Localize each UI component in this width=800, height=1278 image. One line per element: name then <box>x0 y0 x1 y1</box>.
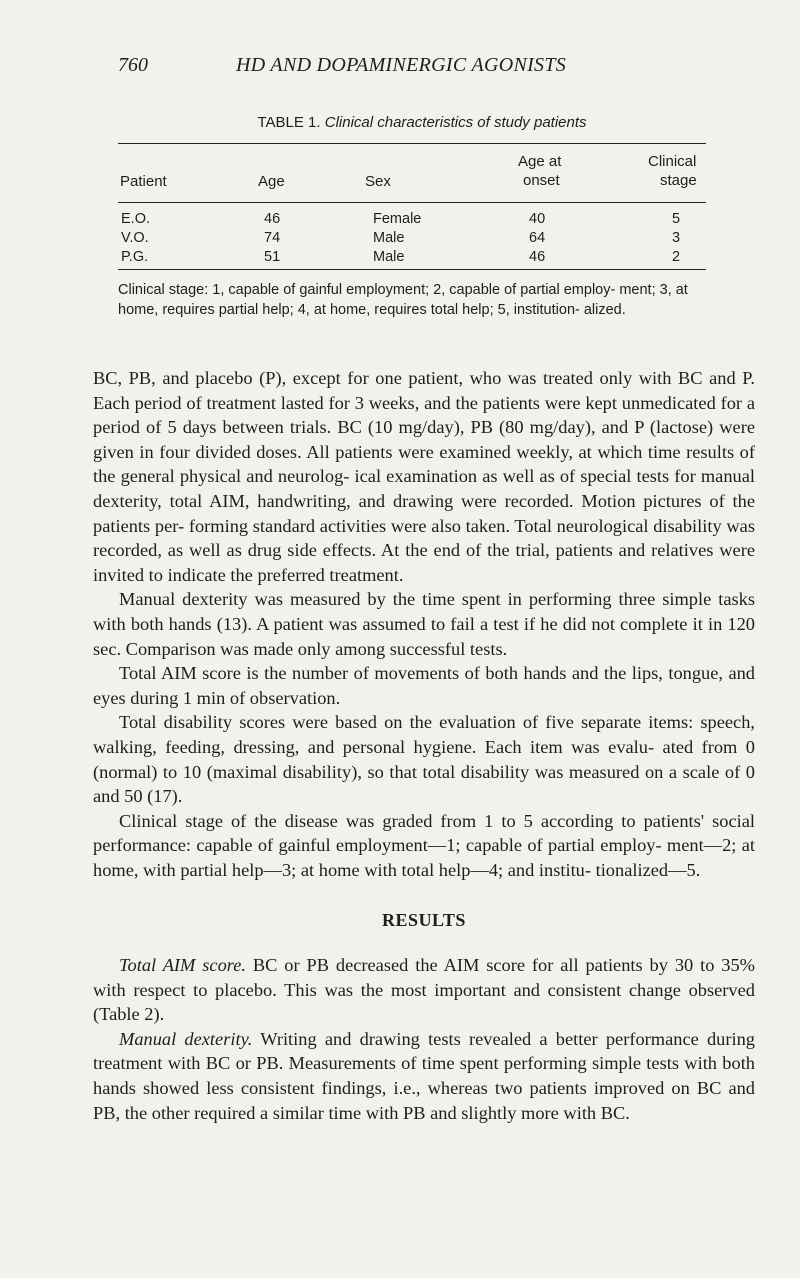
paragraph: Clinical stage of the disease was graded from 1 to 5 according to patients' social performance: capable of gainful employment—1; capable of partial employ- ment—2; at home, with partial help—3; at home with total help—4; and institu- tionalized—5. <box>93 810 755 880</box>
paragraph-text: BC or PB decreased the AIM score for all patients by 30 to 35% with respect to placebo. This was the most important and consistent change observed (Table 2). <box>93 955 755 1025</box>
paragraph-manual-dexterity <box>93 1027 755 1125</box>
cell-sex: Male <box>373 249 405 265</box>
cell-onset: 46 <box>529 249 546 265</box>
header-stage-line1: Clinical <box>648 153 697 170</box>
cell-patient: V.O. <box>121 230 149 246</box>
running-header <box>118 54 678 84</box>
cell-stage: 5 <box>672 211 681 227</box>
header-onset-line1: Age at <box>518 153 562 170</box>
header-onset-line2: onset <box>523 172 560 189</box>
paragraph: BC, PB, and placebo (P), except for one patient, who was treated only with BC and P. Each period of treatment lasted for 3 weeks, and the patients were kept unmedicated for a period of 5 days between trials. BC (10 mg/day), PB (80 mg/day), and P (lactose) were given in four divided doses. All patients were examined weekly, at which time results of the general physical and neurolog- ical examination as well as of special tests for manual dexterity, total AIM, handwriting, and drawing were recorded. Motion pictures of the patients per- forming standard activities were also taken. Total neurological disability was recorded, as well as drug side effects. At the end of the trial, patients and relatives were invited to indicate the preferred treatment. <box>93 368 755 585</box>
cell-age: 51 <box>264 249 281 265</box>
paragraph-text: Writing and drawing tests revealed a better performance during treatment with BC or PB. Measurements of time spent performing simple tests with both hands showed less consistent findings, i.e., whereas two patients improved on BC and PB, the other required a similar time with PB and slightly more with BC. <box>93 1028 755 1123</box>
table-footnote: Clinical stage: 1, capable of gainful employment; 2, capable of partial employ- ment; 3, at home, requires partial help; 4, at home, requires total help; 5, institution- alized. <box>118 282 688 318</box>
table-body <box>118 203 706 269</box>
paragraph: Total AIM score is the number of movements of both hands and the lips, tongue, and eyes during 1 min of observation. <box>93 663 755 708</box>
header-sex: Sex <box>365 173 391 190</box>
table-row <box>118 249 706 268</box>
paragraph-total-aim <box>93 953 755 1027</box>
cell-patient: P.G. <box>121 249 149 265</box>
header-patient: Patient <box>120 173 167 190</box>
subsection-title: Total AIM score. <box>119 955 247 976</box>
paragraph: Manual dexterity was measured by the time spent in performing three simple tasks with both hands (13). A patient was assumed to fail a test if he did not complete it in 120 sec. Comparison was made only among successful tests. <box>93 589 755 659</box>
section-heading-results: RESULTS <box>382 910 466 931</box>
table-bottom-rule <box>118 269 706 270</box>
header-age: Age <box>258 173 285 190</box>
page-number: 760 <box>118 54 148 76</box>
table-row <box>118 211 706 230</box>
cell-sex: Male <box>373 230 405 246</box>
table-caption <box>138 114 706 131</box>
subsection-title: Manual dexterity. <box>119 1028 253 1049</box>
cell-age: 46 <box>264 211 281 227</box>
cell-sex: Female <box>373 211 422 227</box>
table-header <box>118 144 706 202</box>
table-row <box>118 230 706 249</box>
cell-onset: 64 <box>529 230 546 246</box>
table-label: TABLE 1. <box>257 114 321 131</box>
cell-onset: 40 <box>529 211 546 227</box>
paragraph: Total disability scores were based on the evaluation of five separate items: speech, walking, feeding, dressing, and personal hygiene. Each item was evalu- ated from 0 (normal) to 10 (maximal disability), so that total disability was measured on a scale of 0 and 50 (17). <box>93 712 755 807</box>
header-stage-line2: stage <box>660 172 697 189</box>
cell-stage: 2 <box>672 249 681 265</box>
table-1 <box>118 114 706 320</box>
cell-age: 74 <box>264 230 281 246</box>
cell-stage: 3 <box>672 230 681 246</box>
cell-patient: E.O. <box>121 211 151 227</box>
running-title: HD AND DOPAMINERGIC AGONISTS <box>236 54 567 76</box>
body-text <box>93 366 755 1125</box>
table-title: Clinical characteristics of study patients <box>324 114 587 131</box>
